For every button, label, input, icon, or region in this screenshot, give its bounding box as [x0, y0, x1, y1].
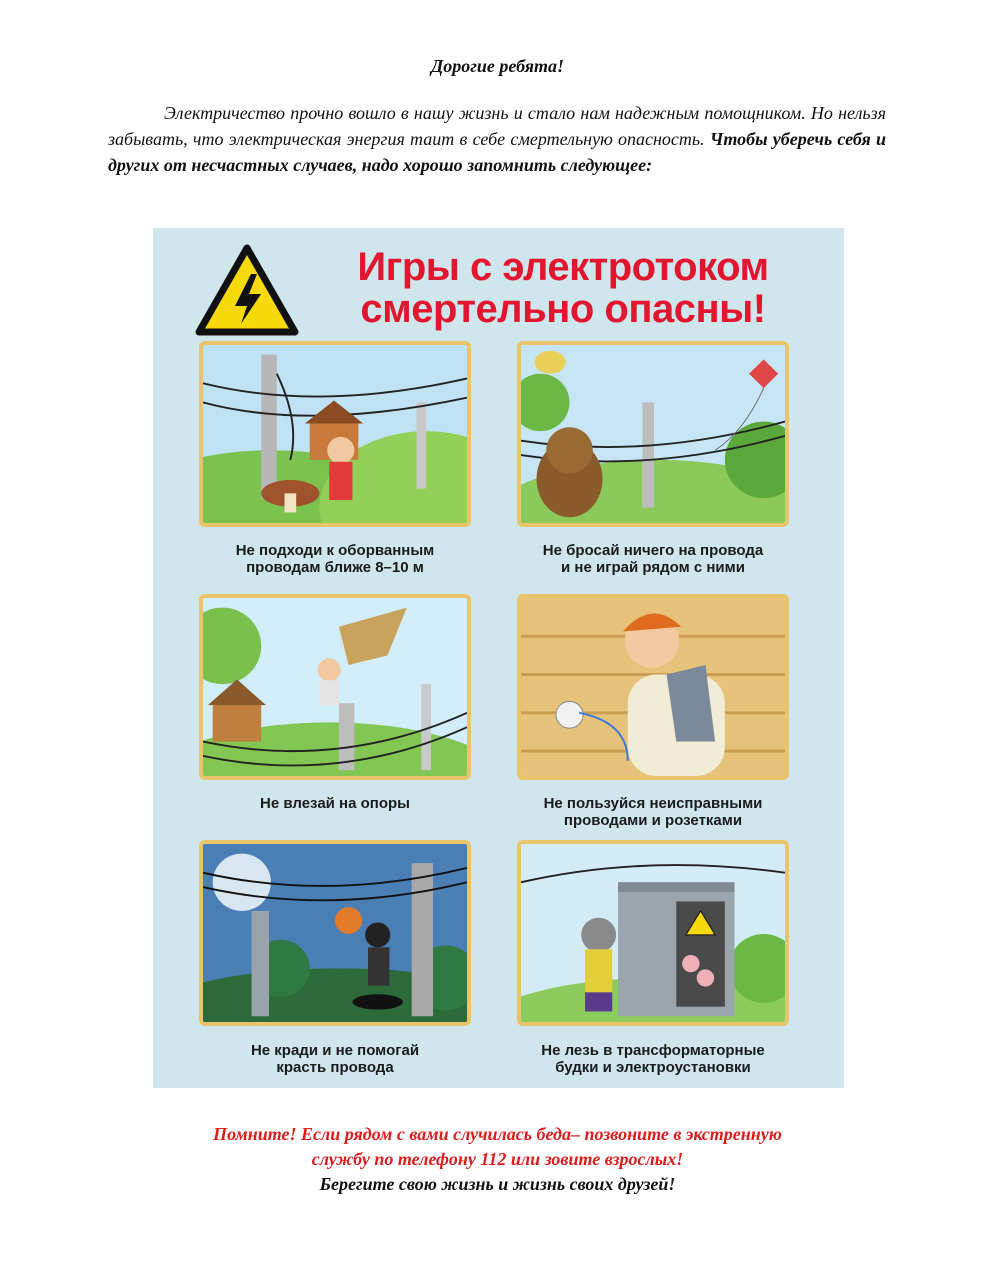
footer-closing-line: Берегите свою жизнь и жизнь своих друзей! [319, 1174, 676, 1194]
faulty-iron-illustration [521, 598, 785, 776]
climbing-pole-illustration [203, 598, 467, 776]
panel-caption [185, 795, 485, 812]
poster-title-line2: смертельно опасны! [360, 287, 766, 331]
intro-paragraph [108, 100, 886, 178]
panel-caption [503, 795, 803, 829]
panel-transformer-booth [517, 840, 789, 1026]
caption-line: Не пользуйся неисправными [543, 795, 763, 812]
caption-line: Не бросай ничего на провода [542, 542, 764, 559]
panel-bear-kite [517, 341, 789, 527]
safety-poster [153, 228, 844, 1088]
bear-kite-illustration [521, 345, 785, 523]
caption-line: Не влезай на опоры [260, 795, 410, 812]
caption-line: будки и электроустановки [555, 1059, 751, 1076]
panel-caption [185, 1042, 485, 1076]
panel-faulty-iron [517, 594, 789, 780]
caption-line: Не подходи к оборванным [235, 542, 435, 559]
caption-line: Не лезь в трансформаторные [541, 1042, 765, 1059]
panel-climbing-pole [199, 594, 471, 780]
intro-bold-text: Чтобы уберечь себя и других от несчастных случаев, надо хорошо запомнить следующее: [108, 129, 886, 175]
panel-caption [185, 542, 485, 576]
wire-thieves-illustration [203, 844, 467, 1022]
high-voltage-warning-icon [195, 244, 299, 336]
transformer-booth-illustration [521, 844, 785, 1022]
footer-text: службу по телефону [311, 1149, 481, 1169]
footer-warning-line1: Помните! Если рядом с вами случилась беда– позвоните в экстренную [213, 1124, 782, 1144]
greeting-heading: Дорогие ребята! [430, 56, 564, 76]
panel-broken-wires [199, 341, 471, 527]
caption-line: проводам ближе 8–10 м [246, 559, 424, 576]
footer-text: или зовите взрослых! [506, 1149, 684, 1169]
footer-warning-line2 [0, 1147, 995, 1172]
caption-line: Не кради и не помогай [250, 1042, 420, 1059]
poster-title [303, 246, 823, 330]
caption-line: красть провода [276, 1059, 394, 1076]
panel-caption [503, 1042, 803, 1076]
caption-line: проводами и розетками [563, 812, 743, 829]
caption-line: и не играй рядом с ними [561, 559, 745, 576]
panel-caption [503, 542, 803, 576]
panel-wire-thieves [199, 840, 471, 1026]
broken-wires-illustration [203, 345, 467, 523]
emergency-phone-number: 112 [480, 1149, 507, 1169]
intro-plain-text: Электричество прочно вошло в нашу жизнь и стало нам надежным помощником. Но нельзя забывать, что электрическая энергия таит в себе смертельную опасность. [108, 103, 886, 149]
poster-title-line1: Игры с электротоком [357, 245, 769, 289]
